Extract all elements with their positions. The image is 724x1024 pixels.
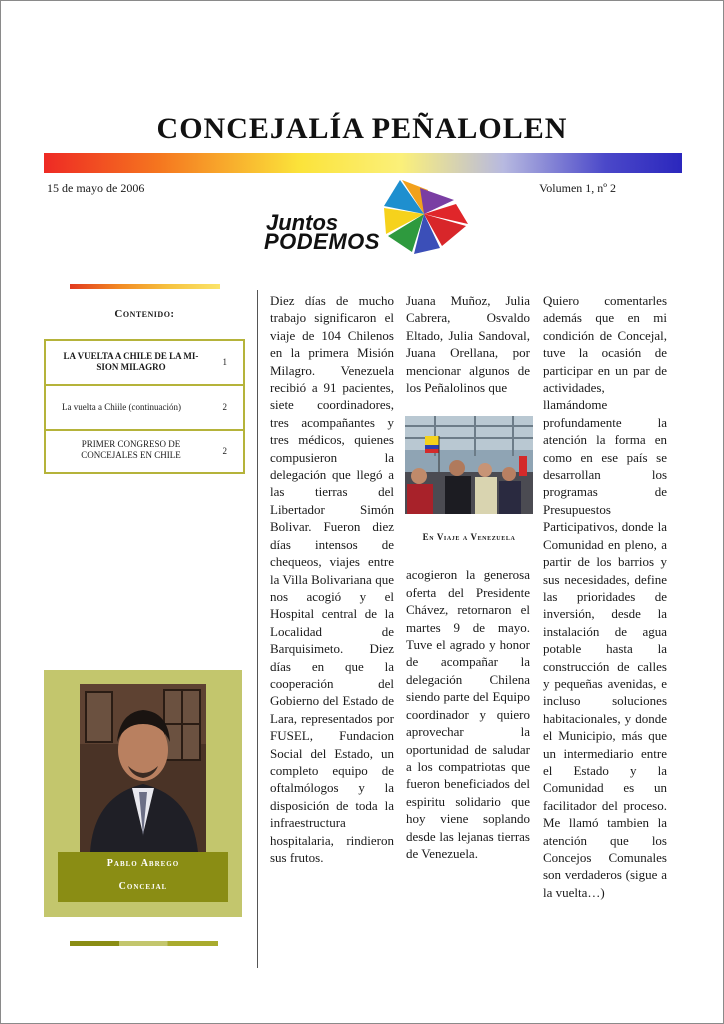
toc-item-page: 1: [222, 357, 227, 367]
toc-item-page: 2: [222, 402, 227, 412]
table-of-contents: [44, 339, 245, 474]
juntos-podemos-logo: [262, 176, 472, 256]
profile-name: Pablo Abrego: [106, 858, 180, 869]
bottom-color-strip: [70, 941, 218, 946]
column-divider: [257, 290, 258, 968]
top-color-strip: [70, 284, 220, 289]
toc-item-label: LA VUELTA A CHILE DE LA MI- SION MILAGRO: [63, 351, 199, 372]
toc-item-label: PRIMER CONGRESO DE CONCEJALES EN CHILE: [81, 439, 181, 460]
photo-caption: En Viaje a Venezuela: [422, 532, 516, 542]
toc-item[interactable]: [46, 386, 243, 431]
councillor-portrait: [80, 684, 206, 852]
rainbow-divider: [44, 153, 682, 173]
article-column-3: Quiero comentarles además que en mi condición de Concejal, tuve la ocasión de participar en un par de actividades, llamándome profundamente la atención la forma en como en ese país se desarrollan los programas de Presupuestos Participativos, donde la Comunidad en pleno, a partir de los barrios y sus necesidades, define las prioridades de inversión, desde la instalación de agua potable hasta la construcción de calles y pequeñas avenidas, e incluso soluciones habitacionales, y donde el Municipio, más que un intermediario entre el Estado y la Comunidad es un facilitador del proceso. Me llamó tambien la atención que los Concejos Comunales son verdaderos (sigue a la vuelta…): [543, 293, 667, 900]
issue-volume: Volumen 1, nº 2: [539, 181, 616, 195]
portrait-illustration: [80, 684, 206, 852]
toc-item-page: 2: [222, 446, 227, 456]
profile-panel: [44, 670, 242, 917]
venezuela-trip-photo: [405, 416, 533, 514]
article-column-2: [406, 292, 530, 912]
newsletter-title: CONCEJALÍA PEÑALOLEN: [156, 112, 568, 145]
logo-podemos-text: PODEMOS: [264, 229, 380, 254]
pinwheel-icon: [372, 176, 472, 256]
logo-juntos-text: Juntos: [266, 210, 339, 235]
toc-item-label: La vuelta a Chiile (continuación): [62, 402, 181, 412]
crowd-photo-illustration: [405, 416, 533, 514]
issue-date: 15 de mayo de 2006: [47, 181, 145, 195]
article-column-2-top: Juana Muñoz, Julia Cabrera, Osvaldo Eltado, Julia Sandoval, Juana Orellana, por mencionar algunos de los Peñalolinos que: [406, 293, 530, 396]
profile-role: Concejal: [118, 881, 168, 892]
contents-heading: Contenido:: [114, 308, 175, 320]
article-column-1: Diez días de mucho trabajo significaron el viaje de 104 Chilenos en la primera Misión Milagro. Venezuela recibió a 91 pacientes, siete coordinadores, tres acompañantes y tres médicos, quienes compusieron la delegación que llegó a las tierras del Libertador Simón Bolivar. Fueron diez días intensos de chequeos, viajes entre la Villa Bolivariana que nos acogió y el Hospital central de la Localidad de Barquisimeto. Diez días en que la cooperación del Gobierno del Estado de Lara, representados por FUSEL, Fundacion Social del Estado, un completo equipo de oftalmólogos y la disposición de toda la infraestructura hospitalaria, rindieron sus frutos.: [270, 293, 394, 865]
profile-caption: [58, 852, 228, 902]
toc-item[interactable]: [46, 431, 243, 474]
toc-item[interactable]: [46, 341, 243, 386]
article-column-2-bottom: acogieron la generosa oferta del Presidente Chávez, retornaron el martes 9 de mayo. Tuve el agrado y honor de acompañar la delegación Chilena siendo parte del Equipo coordinador y quiero aprovechar la oportunidad de saludar a los compatriotas que fueron beneficiados del espiritu solidario que hoy viene soplando desde las lejanas tierras de Venezuela.: [406, 567, 530, 861]
